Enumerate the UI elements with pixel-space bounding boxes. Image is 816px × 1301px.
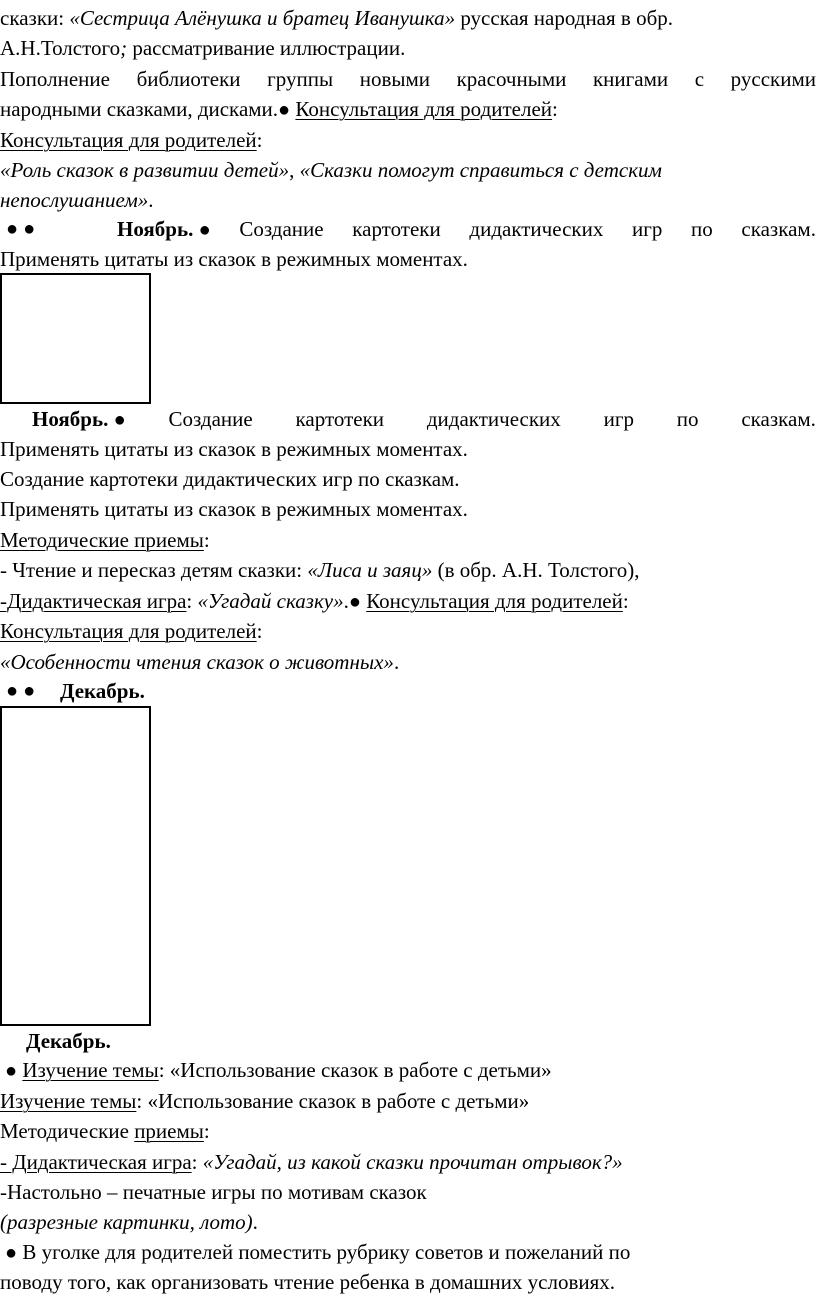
word: сказкам. <box>741 407 816 431</box>
text: Применять цитаты из сказок в режимных моментах. <box>0 247 468 271</box>
word: по <box>691 217 713 241</box>
text: русская народная в обр. <box>455 6 674 30</box>
text: Методические <box>0 1119 135 1143</box>
fairy-tale-title: «Лиса и заяц» <box>307 558 433 582</box>
text: : «Использование сказок в работе с детьми» <box>136 1089 530 1113</box>
word: игр <box>631 217 663 241</box>
text-line-22 <box>0 1086 816 1117</box>
text-line-9 <box>0 244 816 275</box>
consultation-title: «Особенности чтения сказок о животных» <box>0 650 394 674</box>
november-line <box>117 214 816 246</box>
bullet-icon: ● <box>278 99 291 121</box>
text: : <box>191 1150 203 1174</box>
text: В уголке для родителей поместить рубрику советов и пожеланий по <box>17 1240 631 1264</box>
text-line-17 <box>0 616 816 647</box>
text: Применять цитаты из сказок в режимных моментах. <box>0 437 468 461</box>
text: . <box>393 650 400 674</box>
text: - Чтение и пересказ детям сказки: <box>0 558 308 582</box>
word: картотеки <box>352 217 441 241</box>
word: новыми <box>359 67 430 91</box>
topic-study-heading: Изучение темы <box>0 1089 137 1113</box>
text: . <box>343 589 349 613</box>
text: : <box>552 97 558 121</box>
word: русскими <box>730 67 816 91</box>
parent-consultation-heading: Консультация для родителей <box>0 128 257 152</box>
text-line-27 <box>0 1237 816 1268</box>
text: Применять цитаты из сказок в режимных моментах. <box>0 497 468 521</box>
bullet-icon: ● <box>348 591 361 613</box>
word: книгами <box>592 67 669 91</box>
text-line-3 <box>0 64 816 95</box>
didactic-game-heading: -Дидактическая игра <box>0 589 187 613</box>
word: сказкам. <box>741 217 816 241</box>
game-title: «Угадай сказку» <box>197 589 344 613</box>
bullet-icon: ● <box>198 219 211 241</box>
didactic-game-heading: - Дидактическая игра <box>0 1150 192 1174</box>
text-line-15 <box>0 555 816 586</box>
text-line-6 <box>0 155 816 186</box>
text-line-11 <box>0 434 816 465</box>
image-frame <box>0 706 151 1026</box>
text: Создание картотеки дидактических игр по сказкам. <box>0 467 460 491</box>
text: ; <box>120 36 128 60</box>
bullet-icon: ● <box>113 409 126 431</box>
text-line-1 <box>0 3 816 34</box>
bullet-icon: ● ● <box>6 218 36 240</box>
text-line-25 <box>0 1177 816 1208</box>
text: : <box>203 528 210 552</box>
text-line-5 <box>0 125 816 156</box>
consultation-title: «Сказки помогут справиться с детским <box>299 158 662 182</box>
parent-consultation-heading: Консультация для родителей <box>366 589 623 613</box>
text-line-19 <box>0 676 816 707</box>
text-line-10 <box>0 404 816 435</box>
examples-text: (разрезные картинки, лото) <box>0 1210 253 1234</box>
text: : «Использование сказок в работе с детьми» <box>158 1058 552 1082</box>
word: Создание <box>239 217 324 241</box>
text: сказки: <box>0 6 70 30</box>
month-heading: Декабрь. <box>26 1029 111 1053</box>
consultation-title: «Роль сказок в развитии детей» <box>0 158 290 182</box>
text: . <box>148 188 154 212</box>
image-frame <box>0 273 151 404</box>
month-heading: Ноябрь. <box>117 217 194 241</box>
word: игр <box>603 407 634 431</box>
word: по <box>676 407 699 431</box>
word: библиотеки <box>136 67 241 91</box>
text: рассматривание иллюстрации. <box>127 36 406 60</box>
text-line-4 <box>0 94 816 125</box>
word: красочными <box>456 67 567 91</box>
word: картотеки <box>295 407 385 431</box>
text-line-26 <box>0 1207 816 1238</box>
word: Создание <box>168 407 253 431</box>
fairy-tale-title: «Сестрица Алёнушка и братец Иванушка» <box>69 6 456 30</box>
bullet-icon: ● <box>5 1242 18 1264</box>
text: (в обр. А.Н. Толстого), <box>432 558 640 582</box>
text-line-16 <box>0 586 816 617</box>
bullet-icon: ● <box>5 1060 18 1082</box>
text-line-2 <box>0 33 816 64</box>
text: А.Н.Толстого <box>0 36 121 60</box>
text-line-18 <box>0 647 816 678</box>
bullet-icon: ● ● <box>6 680 36 702</box>
month-heading: Декабрь. <box>60 679 145 703</box>
methods-heading: Методические приемы <box>0 528 204 552</box>
text-line-7 <box>0 185 816 216</box>
text: : <box>256 619 263 643</box>
text: , <box>289 158 300 182</box>
word: группы <box>267 67 334 91</box>
word: дидактических <box>426 407 561 431</box>
consultation-title: непослушанием» <box>0 188 149 212</box>
text-line-14 <box>0 525 816 556</box>
text: : <box>622 589 629 613</box>
parent-consultation-heading: Консультация для родителей <box>295 97 553 121</box>
november-line <box>32 404 816 436</box>
text-line-28 <box>0 1267 816 1298</box>
text-line-21 <box>0 1055 816 1086</box>
text-line-24 <box>0 1147 816 1178</box>
text: . <box>252 1210 258 1234</box>
text-line-23 <box>0 1116 816 1147</box>
word: Пополнение <box>0 67 110 91</box>
methods-heading: приемы <box>134 1119 204 1143</box>
text: : <box>256 128 263 152</box>
text: поводу того, как организовать чтение ребенка в домашних условиях. <box>0 1270 616 1294</box>
parent-consultation-heading: Консультация для родителей <box>0 619 257 643</box>
text: : <box>203 1119 210 1143</box>
text-line-12 <box>0 464 816 495</box>
text: народными сказками, дисками. <box>0 97 279 121</box>
topic-study-heading: Изучение темы <box>22 1058 159 1082</box>
text-line-13 <box>0 494 816 525</box>
text: : <box>186 589 198 613</box>
text-line-8 <box>0 214 816 245</box>
game-title: «Угадай, из какой сказки прочитан отрывок?» <box>202 1150 623 1174</box>
word: дидактических <box>469 217 604 241</box>
word: с <box>694 67 705 91</box>
text: -Настольно – печатные игры по мотивам сказок <box>0 1180 427 1204</box>
text-line-20 <box>0 1026 816 1057</box>
month-heading: Ноябрь. <box>32 407 109 431</box>
